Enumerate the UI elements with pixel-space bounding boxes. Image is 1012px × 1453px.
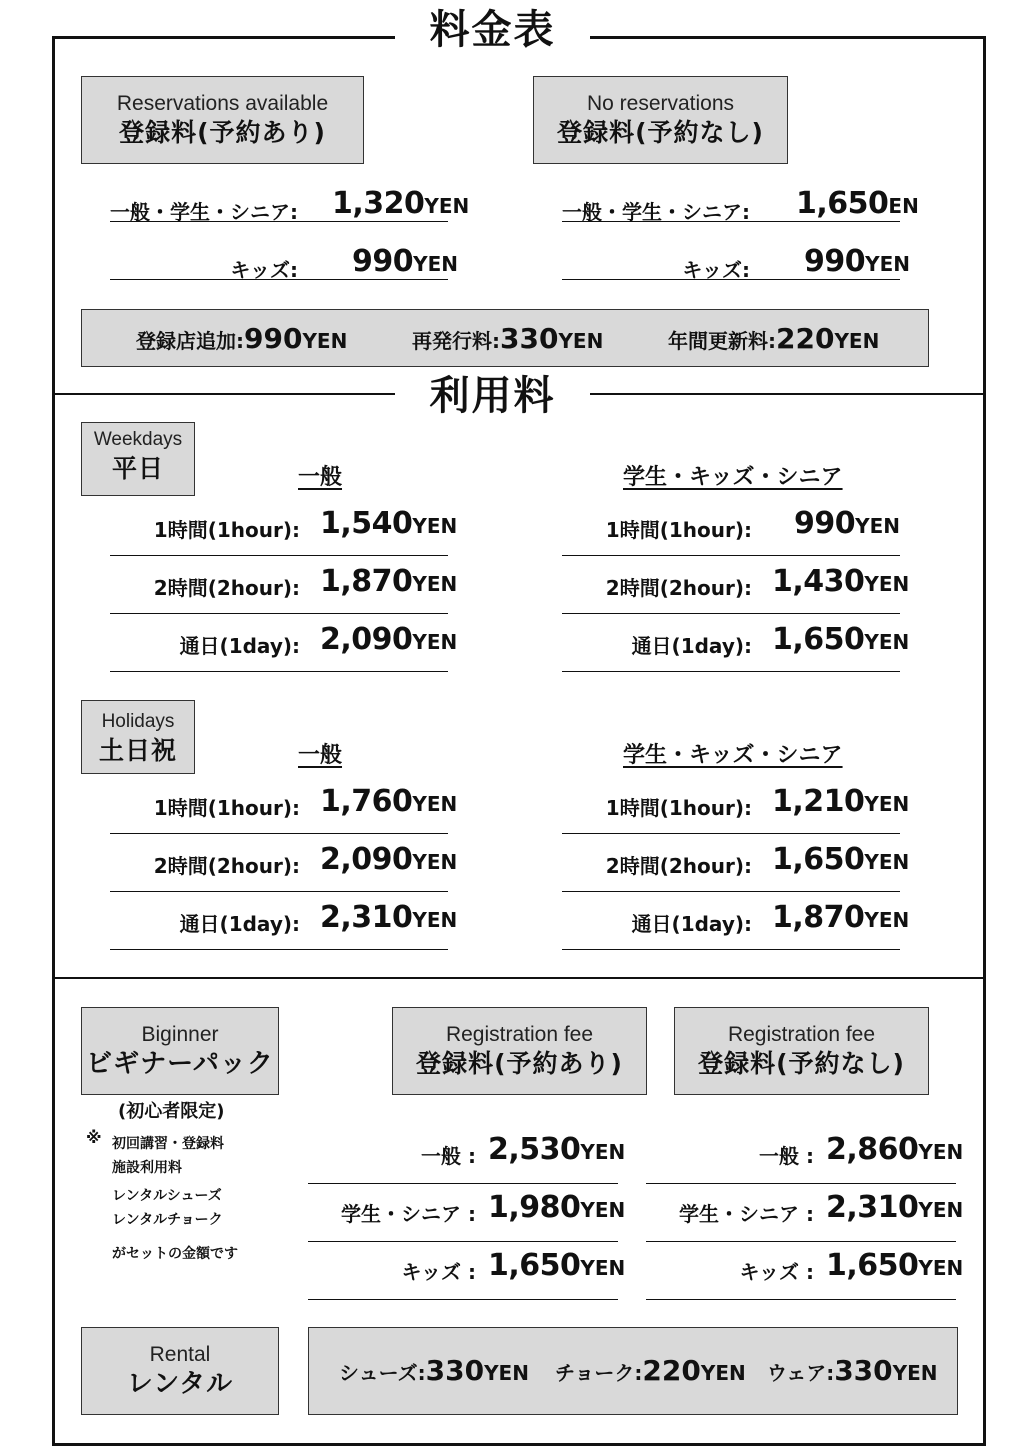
- row-value: 1,210YEN: [772, 784, 910, 819]
- holiday-student-row-1day: [562, 898, 910, 950]
- weekday-general-row-1day: [110, 620, 458, 672]
- divider-beginner: [52, 977, 986, 979]
- holidays-box: [81, 700, 195, 774]
- weekday-student-row-2h: [562, 562, 910, 614]
- row-label: 通日(1day):: [179, 634, 300, 658]
- row-label: キッズ:: [682, 258, 750, 282]
- rental-shoes: シューズ:330YEN: [339, 1354, 529, 1387]
- holidays-jp: 土日祝: [98, 736, 177, 765]
- weekdays-jp: 平日: [111, 454, 164, 483]
- reserved-row-general: [110, 186, 470, 224]
- row-label: 2時間(2hour):: [605, 576, 752, 600]
- beginner-reserved-en: Registration fee: [445, 1023, 594, 1046]
- row-label: 1時間(1hour):: [605, 518, 752, 542]
- holiday-student-row-1h: [562, 782, 910, 834]
- extra-fee-store-add: 登録店追加:990YEN: [136, 322, 348, 355]
- row-value: 1,650YEN: [488, 1248, 626, 1283]
- note-mark: ※: [86, 1128, 102, 1147]
- weekdays-box: [81, 422, 195, 496]
- beginner-unreserved-row-general: [646, 1130, 964, 1184]
- holiday-general-row-1day: [110, 898, 458, 950]
- row-value: 2,530YEN: [488, 1132, 626, 1167]
- beginner-box: [81, 1007, 279, 1095]
- weekday-general-row-1h: [110, 504, 458, 556]
- row-value: 1,540YEN: [320, 506, 458, 541]
- row-value: 990YEN: [794, 506, 901, 541]
- note-line-2: 施設利用料: [112, 1160, 182, 1176]
- row-label: 一般 :: [421, 1144, 476, 1168]
- reservation-available-box: [81, 76, 364, 164]
- row-label: キッズ :: [739, 1260, 814, 1284]
- row-value: 990YEN: [352, 244, 459, 279]
- weekdays-student-header: 学生・キッズ・シニア: [623, 465, 843, 490]
- row-value: 1,650EN: [796, 186, 919, 221]
- extra-fees-box: [81, 309, 929, 367]
- rental-en: Rental: [149, 1343, 211, 1366]
- row-label: 1時間(1hour):: [153, 796, 300, 820]
- reserved-row-kids: [110, 244, 459, 282]
- row-value: 1,870YEN: [320, 564, 458, 599]
- weekday-general-row-2h: [110, 562, 458, 614]
- row-label: 一般・学生・シニア:: [110, 200, 298, 224]
- holidays-general-header: 一般: [298, 743, 343, 768]
- reservation-available-jp: 登録料(予約あり): [119, 118, 326, 147]
- row-value: 1,430YEN: [772, 564, 910, 599]
- rental-jp: レンタル: [126, 1369, 234, 1399]
- row-value: 2,090YEN: [320, 622, 458, 657]
- extra-fee-reissue: 再発行料:330YEN: [412, 322, 604, 355]
- no-reservation-box: [533, 76, 788, 164]
- holiday-student-row-2h: [562, 840, 910, 892]
- beginner-reserved-box: [392, 1007, 647, 1095]
- holidays-en: Holidays: [101, 711, 175, 732]
- weekdays-en: Weekdays: [93, 429, 183, 450]
- row-label: 2時間(2hour):: [605, 854, 752, 878]
- usage-fee-title: 利用料: [395, 372, 590, 420]
- beginner-en: Biginner: [141, 1023, 219, 1046]
- holidays-student-header: 学生・キッズ・シニア: [623, 743, 843, 768]
- extra-fee-annual-renewal: 年間更新料:220YEN: [668, 322, 880, 355]
- note-line-1: 初回講習・登録料: [112, 1136, 224, 1152]
- beginner-reserved-row-student: [308, 1188, 626, 1242]
- row-label: 通日(1day):: [179, 912, 300, 936]
- row-value: 2,310YEN: [826, 1190, 964, 1225]
- row-label: 通日(1day):: [631, 634, 752, 658]
- unreserved-row-kids: [562, 244, 911, 282]
- beginner-unreserved-row-kids: [646, 1246, 964, 1300]
- no-reservation-en: No reservations: [586, 92, 735, 115]
- beginner-reserved-row-kids: [308, 1246, 626, 1300]
- beginner-limited: (初心者限定): [118, 1101, 225, 1122]
- row-value: 1,320YEN: [332, 186, 470, 221]
- weekdays-general-header: 一般: [298, 465, 343, 490]
- beginner-unreserved-jp: 登録料(予約なし): [698, 1049, 905, 1078]
- holiday-general-row-2h: [110, 840, 458, 892]
- row-value: 1,760YEN: [320, 784, 458, 819]
- row-label: 一般 :: [759, 1144, 814, 1168]
- row-value: 990YEN: [804, 244, 911, 279]
- row-value: 1,650YEN: [772, 842, 910, 877]
- note-line-3: レンタルシューズ: [112, 1188, 222, 1204]
- row-value: 1,650YEN: [826, 1248, 964, 1283]
- row-value: 1,870YEN: [772, 900, 910, 935]
- rental-box: [81, 1327, 279, 1415]
- note-line-4: レンタルチョーク: [112, 1212, 223, 1228]
- unreserved-row-general: [562, 186, 919, 224]
- row-value: 2,860YEN: [826, 1132, 964, 1167]
- reservation-available-en: Reservations available: [116, 92, 329, 115]
- row-value: 1,980YEN: [488, 1190, 626, 1225]
- weekday-student-row-1day: [562, 620, 910, 672]
- beginner-unreserved-row-student: [646, 1188, 964, 1242]
- rental-fees-box: [308, 1327, 958, 1415]
- beginner-reserved-row-general: [308, 1130, 626, 1184]
- row-value: 2,090YEN: [320, 842, 458, 877]
- beginner-unreserved-en: Registration fee: [727, 1023, 876, 1046]
- row-value: 1,650YEN: [772, 622, 910, 657]
- rental-wear: ウェア:330YEN: [767, 1354, 938, 1387]
- row-label: 一般・学生・シニア:: [562, 200, 750, 224]
- row-label: 通日(1day):: [631, 912, 752, 936]
- row-label: 学生・シニア :: [341, 1202, 476, 1226]
- weekday-student-row-1h: [562, 504, 900, 556]
- beginner-reserved-jp: 登録料(予約あり): [416, 1049, 623, 1078]
- row-label: キッズ:: [230, 258, 298, 282]
- row-label: 1時間(1hour):: [153, 518, 300, 542]
- note-line-5: がセットの金額です: [112, 1246, 238, 1262]
- price-table-title: 料金表: [395, 6, 590, 54]
- row-label: 2時間(2hour):: [153, 576, 300, 600]
- holiday-general-row-1h: [110, 782, 458, 834]
- beginner-unreserved-box: [674, 1007, 929, 1095]
- row-label: キッズ :: [401, 1260, 476, 1284]
- rental-chalk: チョーク:220YEN: [555, 1354, 746, 1387]
- no-reservation-jp: 登録料(予約なし): [557, 118, 764, 147]
- row-label: 学生・シニア :: [679, 1202, 814, 1226]
- row-value: 2,310YEN: [320, 900, 458, 935]
- beginner-jp: ビギナーパック: [86, 1049, 274, 1079]
- row-label: 2時間(2hour):: [153, 854, 300, 878]
- row-label: 1時間(1hour):: [605, 796, 752, 820]
